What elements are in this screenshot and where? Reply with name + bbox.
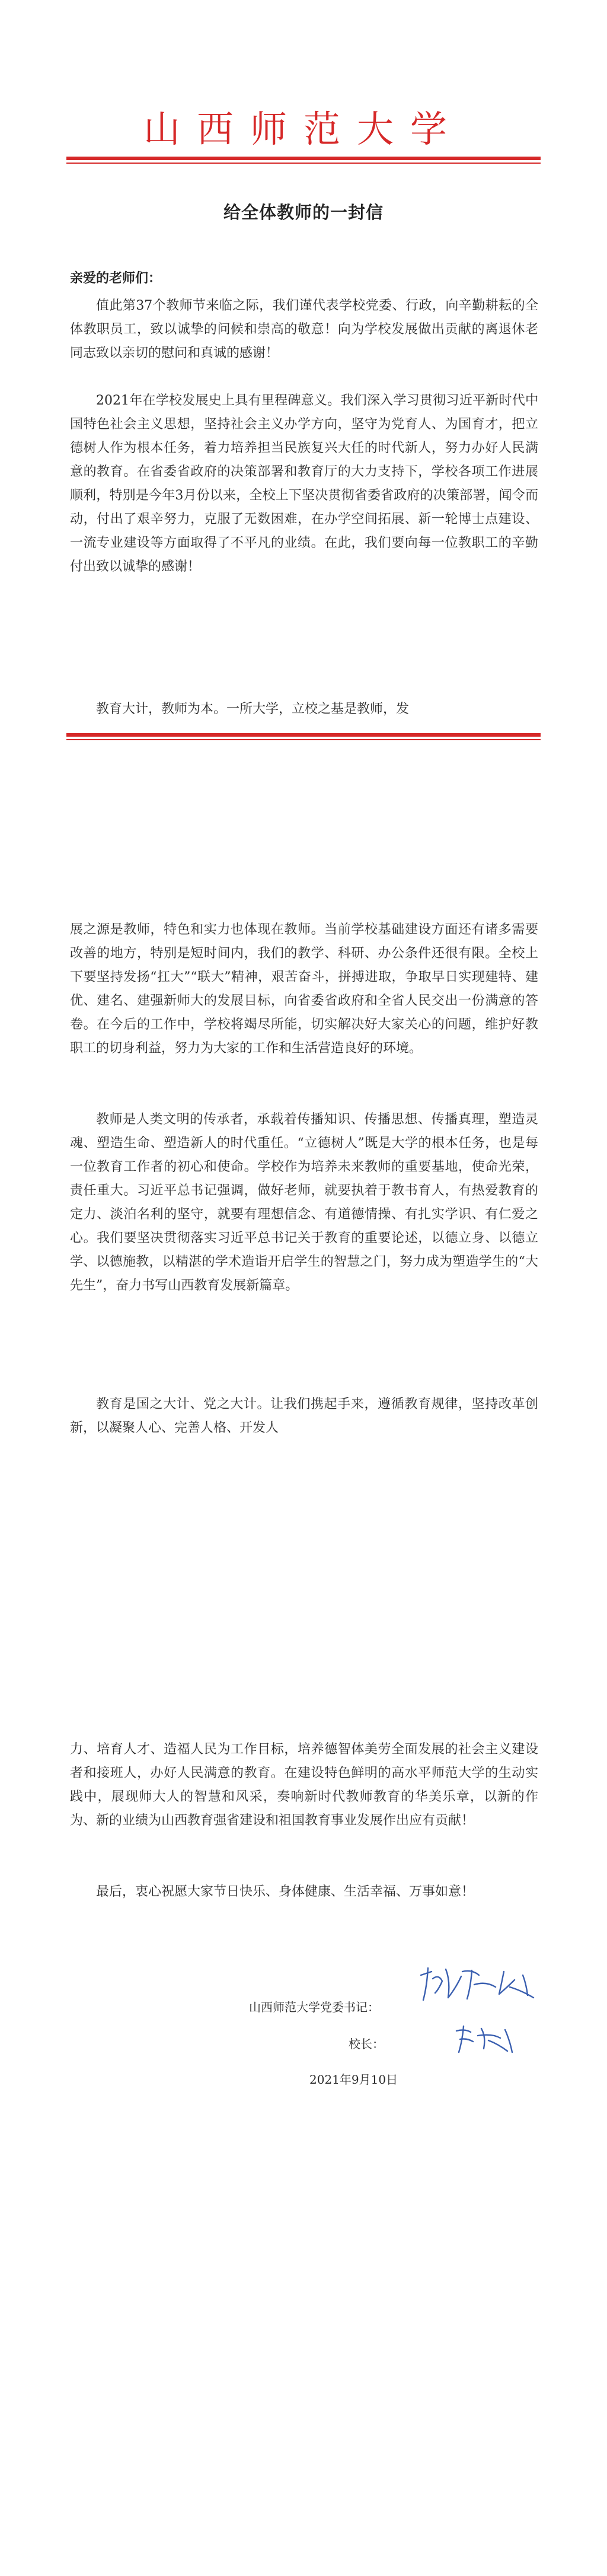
paragraph-teachers-foundation-cont: 展之源是教师，特色和实力也体现在教师。当前学校基础建设方面还有诸多需要改善的地方，特别是短时间内，我们的教学、科研、办公条件还很有限。全校上下要坚持发扬“扛大”“联大”精神，艰苦奋斗，拼搏进取，争取早日实现建特、建优、建名、建强新师大的发展目标，向省委省政府和全省人民交出一份满意的答卷。在今后的工作中，学校将竭尽所能，切实解决好大家关心的问题，维护好教职工的切身利益，努力为大家的工作和生活营造良好的环境。 [70, 922, 538, 1056]
paragraph-national-plan-start: 教育是国之大计、党之大计。让我们携起手来，遵循教育规律，坚持改革创新，以凝聚人心、完善人格、开发人 [70, 1397, 538, 1435]
paragraph-national-plan-cont: 力、培育人才、造福人民为工作目标，培养德智体美劳全面发展的社会主义建设者和接班人，办好人民满意的教育。在建设特色鲜明的高水平师范大学的生动实践中，展现师大人的智慧和风采，奏响新时代教师教育的华美乐章，以新的作为、新的业绩为山西教育强省建设和祖国教育事业发展作出应有贡献！ [70, 1742, 538, 1828]
letter-date: 2021年9月10日 [309, 2072, 398, 2087]
party-secretary-label: 山西师范大学党委书记： [249, 2000, 379, 2014]
paragraph-closing-wishes: 最后，衷心祝愿大家节日快乐、身体健康、生活幸福、万事如意！ [96, 1884, 475, 1899]
page1-bottom-red-rule-thin [66, 739, 541, 740]
letterhead-red-rule-thick [66, 157, 541, 160]
paragraph-opening: 值此第37个教师节来临之际，我们谨代表学校党委、行政，向辛勤耕耘的全体教职员工，致以诚挚的问候和崇高的敬意！向为学校发展做出贡献的离退休老同志致以亲切的慰问和真诚的感谢！ [70, 298, 538, 361]
paragraph-teachers-foundation-start: 教育大计，教师为本。一所大学，立校之基是教师，发 [96, 702, 410, 717]
letter-page-2 [0, 830, 607, 1690]
letter-title: 给全体教师的一封信 [223, 202, 384, 222]
letter-greeting: 亲爱的老师们： [70, 270, 162, 286]
letter-page-1 [0, 0, 607, 801]
page1-bottom-red-rule-thick [66, 733, 541, 737]
paragraph-milestone-2021: 2021年在学校发展史上具有里程碑意义。我们深入学习贯彻习近平新时代中国特色社会主义思想，坚持社会主义办学方向，坚守为党育人、为国育才，把立德树人作为根本任务，着力培养担当民族复兴大任的时代新人，努力办好人民满意的教育。在省委省政府的决策部署和教育厅的大力支持下，学校各项工作进展顺利，特别是今年3月份以来，全校上下坚决贯彻省委省政府的决策部署，闻令而动，付出了艰辛努力，克服了无数困难，在办学空间拓展、新一轮博士点建设、一流专业建设等方面取得了不平凡的业绩。在此，我们要向每一位教职工的辛勤付出致以诚挚的感谢！ [70, 393, 538, 574]
letter-page-3 [0, 1702, 607, 2576]
president-signature [451, 2023, 528, 2058]
letterhead-red-rule-thin [66, 163, 541, 164]
president-label: 校长： [349, 2037, 384, 2051]
letterhead-university-name: 山西师范大学 [143, 107, 464, 151]
paragraph-teacher-mission: 教师是人类文明的传承者，承载着传播知识、传播思想、传播真理，塑造灵魂、塑造生命、塑造新人的时代重任。“立德树人”既是大学的根本任务，也是每一位教育工作者的初心和使命。学校作为培养未来教师的重要基地，使命光荣，责任重大。习近平总书记强调，做好老师，就要执着于教书育人，有热爱教育的定力、淡泊名利的坚守，就要有理想信念、有道德情操、有扎实学识、有仁爱之心。我们要坚决贯彻落实习近平总书记关于教育的重要论述，以德立身、以德立学、以德施教，以精湛的学术造诣开启学生的智慧之门，努力成为塑造学生的“大先生”，奋力书写山西教育发展新篇章。 [70, 1112, 538, 1293]
party-secretary-signature [415, 1963, 551, 2011]
